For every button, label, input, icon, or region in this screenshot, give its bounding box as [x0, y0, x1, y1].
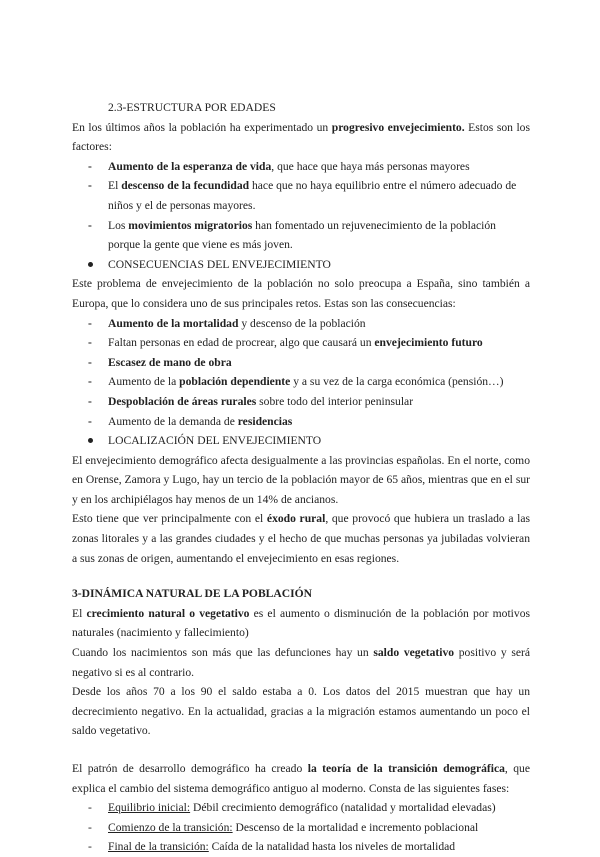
factor-item: - Los movimientos migratorios han fomentado un rejuvenecimiento de la población porque la gente que viene es más joven. [72, 216, 530, 255]
dash-marker: - [88, 801, 92, 815]
dash-marker: - [88, 336, 92, 350]
vegetative-balance-paragraph: Cuando los nacimientos son más que las defunciones hay un saldo vegetativo positivo y será negativo si es al contrario. [72, 646, 530, 679]
bullet-icon [72, 255, 108, 275]
consequence-item: - Aumento de la población dependiente y a su vez de la carga económica (pensión…) [72, 372, 530, 392]
intro-paragraph: En los últimos años la población ha experimentado un progresivo envejecimiento. Estos son los factores: [72, 120, 530, 154]
phase-item: - Equilibrio inicial: Débil crecimiento demográfico (natalidad y mortalidad elevadas) [72, 798, 530, 818]
section-heading-natural-dynamics: 3-DINÁMICA NATURAL DE LA POBLACIÓN [72, 587, 313, 601]
factor-item: - El descenso de la fecundidad hace que no haya equilibrio entre el número adecuado de niños y el de personas mayores. [72, 176, 530, 215]
intro-bold: progresivo envejecimiento. [331, 120, 465, 134]
consequence-item: - Aumento de la demanda de residencias [72, 412, 530, 432]
consequences-intro: Este problema de envejecimiento de la población no solo preocupa a España, sino también a Europa, que lo considera uno de sus principales retos. Estas son las consecuencias: [72, 277, 530, 310]
natural-growth-paragraph: El crecimiento natural o vegetativo es el aumento o disminución de la población por motivos naturales (nacimiento y fallecimiento) [72, 606, 531, 640]
localization-paragraph-2: Esto tiene que ver principalmente con el éxodo rural, que provocó que hubiera un traslado a las zonas litorales y a las grandes ciudades y el hecho de que muchas personas ya jubiladas volvieran a sus zonas de origen, aumentando el envejecimiento en esas regiones. [72, 512, 531, 565]
dash-marker: - [88, 159, 92, 173]
dash-marker: - [88, 394, 92, 408]
consequence-item: - Escasez de mano de obra [72, 353, 530, 373]
transition-paragraph: El patrón de desarrollo demográfico ha creado la teoría de la transición demográfica, que explica el cambio del sistema demográfico antiguo al moderno. Consta de las siguientes fases: [72, 762, 530, 795]
bullet-icon [72, 431, 108, 451]
dash-marker: - [88, 840, 92, 854]
phase-item: - Final de la transición: Caída de la natalidad hasta los niveles de mortalidad [72, 837, 530, 857]
consequence-item: - Aumento de la mortalidad y descenso de la población [72, 314, 530, 334]
factor-item: - Aumento de la esperanza de vida, que hace que haya más personas mayores [72, 157, 530, 177]
dash-marker: - [88, 414, 92, 428]
consequence-item: - Faltan personas en edad de procrear, algo que causará un envejecimiento futuro [72, 333, 530, 353]
dash-marker: - [88, 218, 92, 232]
consequences-heading: CONSECUENCIAS DEL ENVEJECIMIENTO [72, 255, 530, 275]
localization-heading: LOCALIZACIÓN DEL ENVEJECIMIENTO [72, 431, 530, 451]
dash-marker: - [88, 355, 92, 369]
consequence-item: - Despoblación de áreas rurales sobre todo del interior peninsular [72, 392, 530, 412]
dash-marker: - [88, 179, 92, 193]
dash-marker: - [88, 375, 92, 389]
dash-marker: - [88, 316, 92, 330]
data-paragraph: Desde los años 70 a los 90 el saldo estaba a 0. Los datos del 2015 muestran que hay un decrecimiento negativo. En la actualidad, gracias a la migración estamos aumentando un poco el saldo vegetativo. [72, 685, 530, 738]
dash-marker: - [88, 820, 92, 834]
section-heading-age-structure: 2.3-ESTRUCTURA POR EDADES [108, 101, 276, 114]
localization-paragraph-1: El envejecimiento demográfico afecta desigualmente a las provincias españolas. En el norte, como en Orense, Zamora y Lugo, hay un tercio de la población mayor de 65 años, mientras que en el sur y en los archipiélagos hay menos de un 14% de ancianos. [72, 453, 530, 506]
phase-item: - Comienzo de la transición: Descenso de la mortalidad e incremento poblacional [72, 818, 530, 838]
document-body [72, 98, 530, 857]
